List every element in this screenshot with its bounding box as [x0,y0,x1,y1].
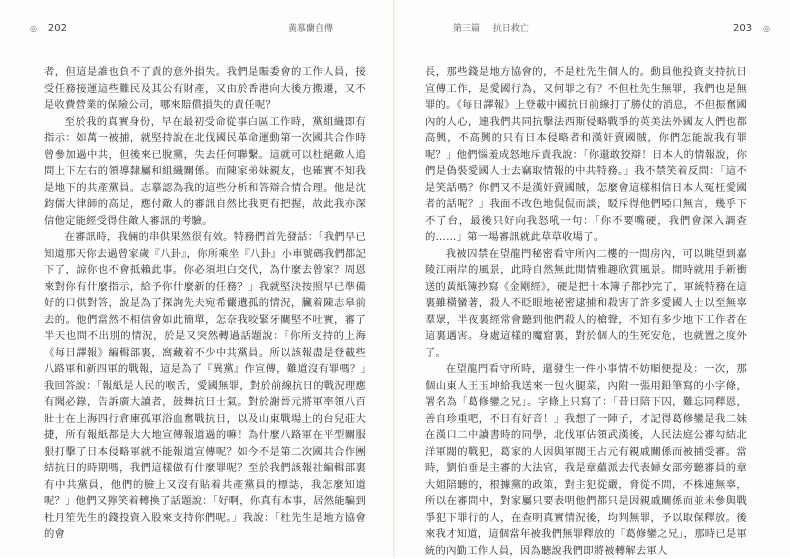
left-page [0,0,395,557]
right-page-number-group [733,22,770,36]
right-page [395,0,790,557]
paragraph: 至於我的真實身份，早在最初受命從事白區工作時，黨組織即有指示：如萬一被捕，就堅持說在北伐國民革命運動第一次國共合作時曾參加過中共，但後來已脫黨，失去任何聯繫。這就可以杜絕敵人追問上下左右的領導隸屬和組織關係。而陳家弟妹親友，也確實不知我是地下的共產黨員。志摹認為我的這些分析和答辯合情合理。他是沈鈞儒大律師的高足，應付敵人的審訊自然比我更有把握，故此我亦深信他定能經受得住敵人審訊的考驗。 [44,115,366,227]
right-page-header-section [453,22,529,36]
paragraph: 在望龍門看守所時，還發生一件小事情不妨順便提及：一次，那個山東人王玉坤給我送來一包火腿菜，內附一張用鉛筆寫的小字條，署名為「葛修鑾之兄」。字條上只寫了：「昔日陪下囚，難忘同釋恩，善自珍重吧，不日有好音！」我想了一陣子，才記得葛修鑾是我二妹在漢口二中讀書時的同學，北伐軍佔領武漢後，人民法庭公審勾結北洋軍閥的戰犯，葛家的人因與軍閥王占元有親戚關係而被捕受審。當時，劉伯垂是主審的大法官，我是章蘊派去代表婦女部旁聽審員的章大姐陪聽的，根據黨的政策，對主犯從嚴，脅從不問，不株連無辜，所以在審問中，對家屬只要表明他們都只是因親戚關係而並未參與戰爭犯下罪行的人，在查明真實情況後，均判無罪，予以取保釋放。後來我才知道，這個當年被我們無罪釋放的「葛修鑾之兄」，那時已是軍統的內勤工作人員，因為聽說我們即將被轉解去軍人 [425,363,747,557]
left-page-header [30,22,67,36]
left-page-number: 202 [47,23,67,34]
left-running-title: 黃慕蘭自傳 [288,24,334,34]
header-bullet-icon: ◎ [762,24,770,33]
section-label: 第三篇 [453,24,481,34]
paragraph: 在審訊時，我倆的串供果然很有效。特務們首先發話：「我們早已知道那天你去過曾家歲『八卦』，你所乘坐『八卦』小車號碼我們都記下了，諒你也不會抵賴此事。你必須坦白交代，為什麼去曾家？周恩來對你有什麼指示，給予你什麼新的任務？」我就堅決按照早已準備好的口供對答，說是為了探詢先夫宛希儼遺孤的情況，臟着陳志皋前去的。他們當然不相信會如此簡單，怎奈我咬緊牙關堅不吐實，審了半天也問不出別的情況，於是又突然轉過話題說：「你所支持的上海《每日譯報》編輯部裏，窩藏着不少中共黨員。所以該報盡是登載些八路軍和新四軍的戰報，這是為了『異黨』作宣傳，難道沒有罪嗎？」我回答說：「報紙是人民的喉舌，愛國無罪，對於前線抗日的戰況理應有聞必錄，告訴廣大讀者，鼓舞抗日士氣。對於謝晉元將軍率領八百壯士在上海四行倉庫孤軍浴血奮戰抗日，以及山東戰場上的台兒莊大捷，所有報紙都是大大地宣傳報道過的嘛！為什麼八路軍在平型關服狠打擊了日本侵略軍就不能報道宣傳呢？如今不是第二次國共合作團結抗日的時期嗎，我們這樣做有什麼罪呢？至於我們該報社編輯部裏有中共黨員，他們的臉上又沒有貼着共產黨員的標誌，我怎麼知道呢？」他們又獰笑着轉換了話題說：「好啊，你真有本事，居然能騙到杜月笙先生的錢投資入股來支持你們呢。」我說：「杜先生是地方協會的會 [44,231,366,540]
left-body-text [44,64,366,543]
paragraph: 我被囚禁在望龍門秘密看守所內二樓的一間房內，可以眺望到嘉陵江兩岸的風景，此時自然無此閒情雅趣欣賞風景。閒時就用手新衝送的黃紙簿抄寫《金剛經》，硬是把十本簿子都抄完了，軍統特務在這裏雖橫蠻著，殺人不眨眼地祕密逮捕和殺害了許多愛國人士以至無辜羣眾，半夜裏經常會聽到他們殺人的槍聲，不知有多少地下工作者在這裏遇害。身處這樣的魔窟裏，對於個人的生死安危，也就置之度外了。 [425,247,747,359]
header-bullet-icon: ◎ [30,24,37,33]
section-title: 抗日救亡 [492,24,529,34]
paragraph: 長，那些錢是地方協會的，不是杜先生個人的。動員他投資支持抗日宣傳工作，是愛國行為，又何罪之有？不但杜先生無罪，我們也是無罪的。《每日譯報》上登載中國抗日前線打了勝仗的消息，不但振奮國內的人心，連我們共同抗擊法西斯侵略戰爭的英美法外國友人們也都高興，不高興的只有日本侵略者和漢奸賣國賊，你們怎能說我有罪呢？」他們惱羞成怒地斥責我說：「你還敢狡辯！日本人的情報說，你們是偽裝愛國人士去竊取情報的中共特務。」我不禁笑着反問：「這不是笑話嗎？你們又不是漢奸賣國賊，怎麼會這樣相信日本人冤枉愛國者的話呢？」我面不改色地侃侃而談，駁斥得他們啞口無言，幾乎下不了台，最後只好向我怒吼一句：「你不要嘴硬，我們會深入調查的……」第一場審訊就此草草收場了。 [425,66,747,243]
right-body-text [425,64,747,559]
paragraph: 者，但這是誰也負不了責的意外損失。我們是賑委會的工作人員，接受任務接運這些難民及其公有財產，又由於香港向大後方搬遷，又不是收費營業的保險公司，哪來賠償損失的責任呢？ [44,66,366,111]
right-page-number: 203 [733,23,753,34]
